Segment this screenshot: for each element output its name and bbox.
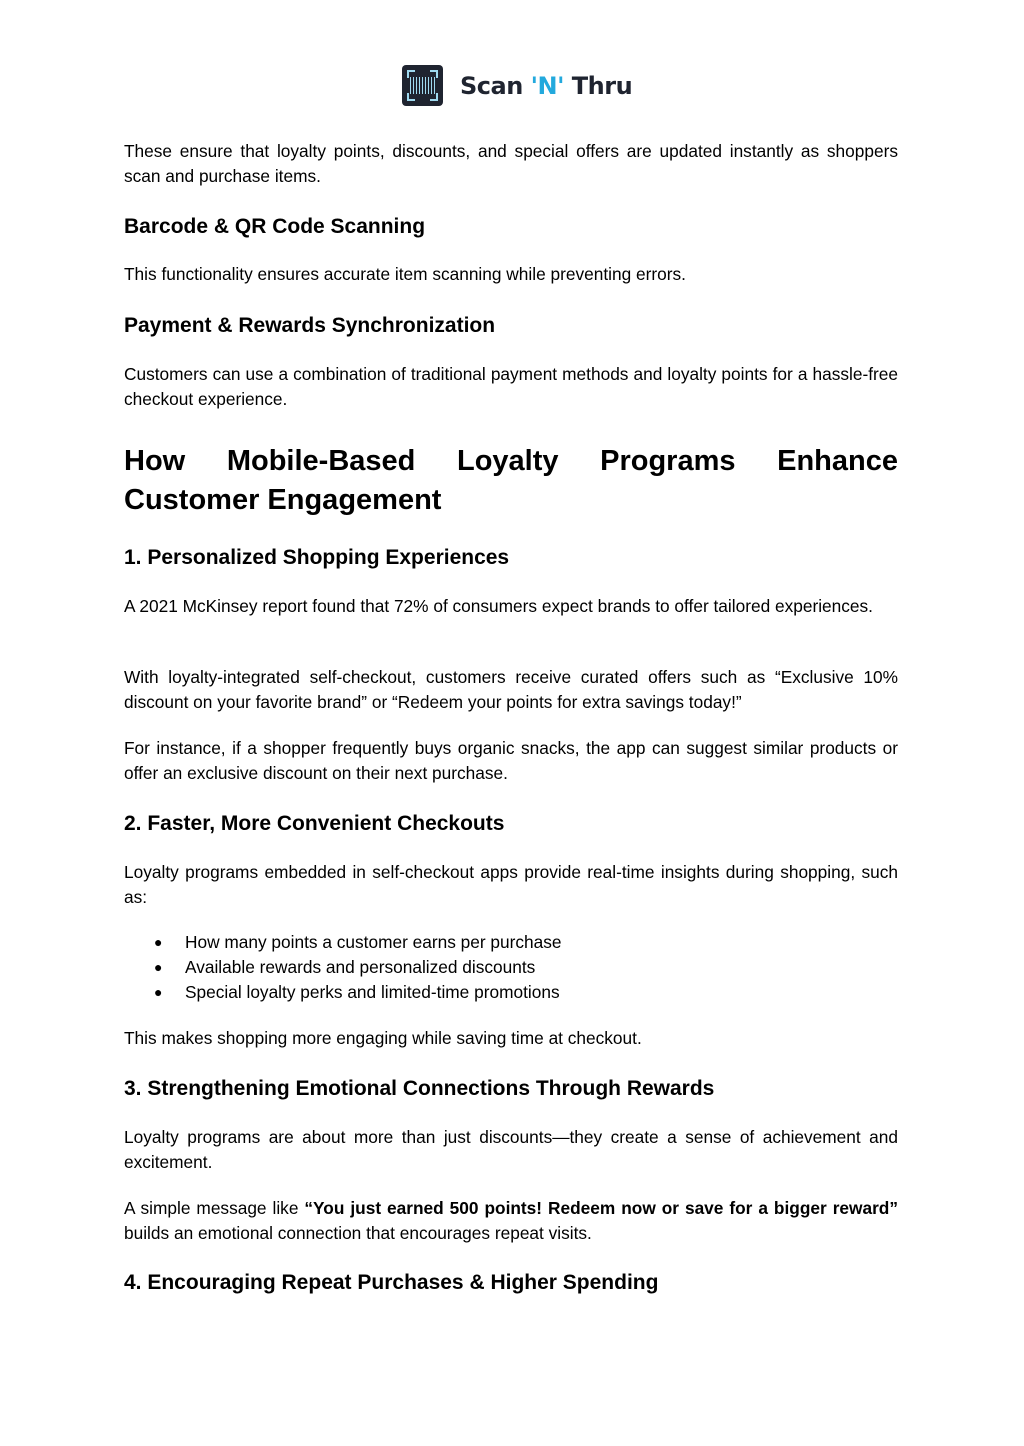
main-heading: How Mobile-Based Loyalty Programs Enhance Customer Engagement (124, 445, 898, 516)
paragraph: A simple message like “You just earned 500 points! Redeem now or save for a bigger reward” builds an emotional connection that encourages repeat visits. (124, 1198, 898, 1243)
section-heading: 1. Personalized Shopping Experiences (124, 546, 510, 569)
bullet-list (124, 930, 898, 1005)
barcode-scan-icon (402, 65, 443, 106)
brand-logo (402, 65, 632, 106)
section-heading: Barcode & QR Code Scanning (124, 215, 426, 238)
section-heading: 2. Faster, More Convenient Checkouts (124, 812, 505, 835)
list-item: ● Special loyalty perks and limited-time promotions (124, 980, 898, 1005)
list-item: ● Available rewards and personalized discounts (124, 955, 898, 980)
paragraph: Customers can use a combination of traditional payment methods and loyalty points for a hassle-free checkout experience. (124, 364, 898, 409)
highlight-message: “You just earned 500 points! Redeem now or save for a bigger reward” (304, 1198, 898, 1218)
paragraph: This makes shopping more engaging while saving time at checkout. (124, 1028, 642, 1048)
paragraph: Loyalty programs embedded in self-checkout apps provide real-time insights during shopping, such as: (124, 862, 898, 907)
paragraph: This functionality ensures accurate item scanning while preventing errors. (124, 264, 686, 284)
section-heading: 3. Strengthening Emotional Connections Through Rewards (124, 1077, 715, 1100)
paragraph: Loyalty programs are about more than just discounts—they create a sense of achievement and excitement. (124, 1127, 898, 1172)
paragraph: These ensure that loyalty points, discounts, and special offers are updated instantly as shoppers scan and purchase items. (124, 141, 898, 186)
paragraph: A 2021 McKinsey report found that 72% of consumers expect brands to offer tailored experiences. (124, 596, 873, 616)
list-item: ● How many points a customer earns per purchase (124, 930, 898, 955)
section-heading: Payment & Rewards Synchronization (124, 314, 496, 337)
brand-name: Scan 'N' Thru (460, 71, 633, 100)
paragraph: For instance, if a shopper frequently buys organic snacks, the app can suggest similar products or offer an exclusive discount on their next purchase. (124, 738, 898, 783)
section-heading: 4. Encouraging Repeat Purchases & Higher Spending (124, 1271, 659, 1294)
paragraph: With loyalty-integrated self-checkout, customers receive curated offers such as “Exclusive 10% discount on your favorite brand” or “Redeem your points for extra savings today!” (124, 667, 898, 712)
